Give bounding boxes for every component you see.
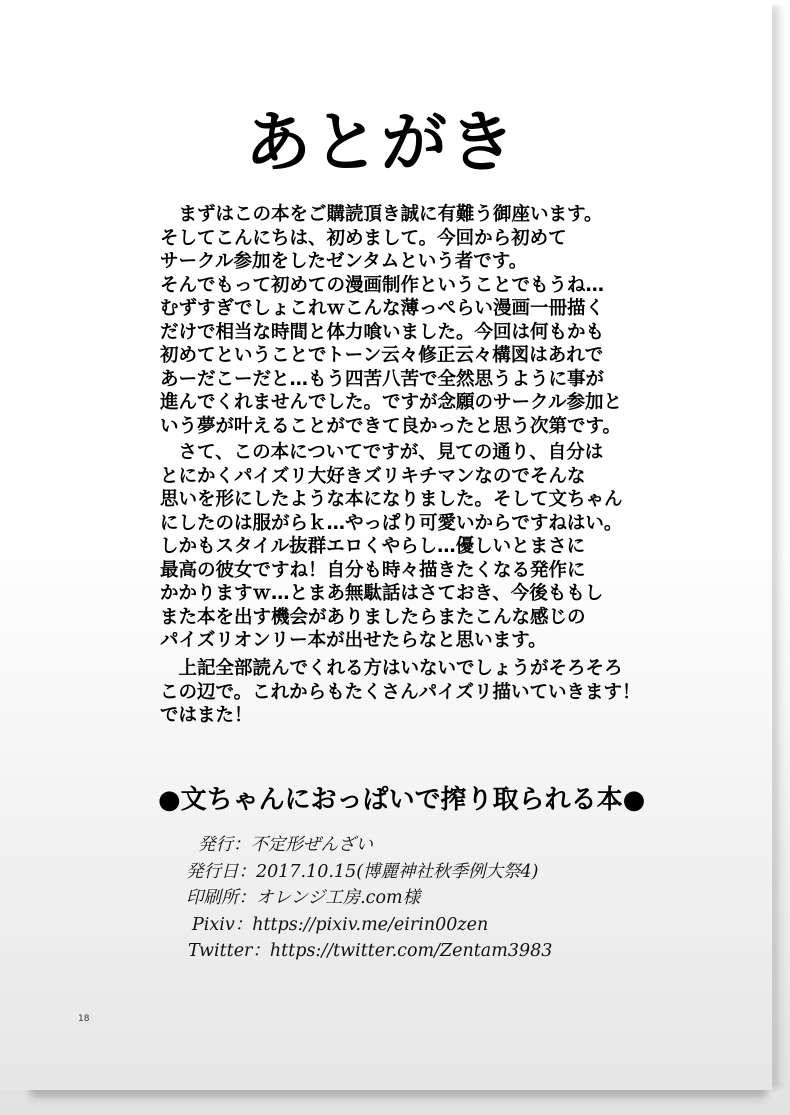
text-line: パイズリオンリー本が出せたらなと思います。 xyxy=(160,630,547,651)
text-line: サークル参加をしたゼンタムという者です。 xyxy=(160,251,528,272)
text-line: 進んでくれませんでした。ですが念願のサークル参加と xyxy=(160,392,622,413)
text-line: さて、この本についてですが、見ての通り、自分は xyxy=(160,442,604,463)
text-line: だけで相当な時間と体力喰いました。今回は何もかも xyxy=(160,321,605,343)
page-title: あとがき xyxy=(245,104,517,181)
text-line: ではまた！ xyxy=(160,705,253,726)
text-line: むずすぎでしょこれｗこんな薄っぺらい漫画一冊描く xyxy=(160,298,605,319)
text-line: 最高の彼女ですね！自分も時々描きたくなる発作に xyxy=(160,559,586,581)
paragraph-3 xyxy=(160,657,641,728)
text-line: 上記全部読んでくれる方はいないでしょうがそろそろ xyxy=(160,658,623,679)
text-line: しかもスタイル抜群エロくやらし…優しいとまさに xyxy=(160,536,586,557)
text-line: にしたのは服がらｋ…やっぱり可愛いからですねはい。 xyxy=(160,512,623,534)
colophon xyxy=(186,832,606,965)
text-line: この辺で。これからもたくさんパイズリ描いていきます！ xyxy=(160,681,641,703)
text-line: あーだこーだと…もう四苦八苦で全然思うように事が xyxy=(160,368,605,390)
text-line: かかりますｗ…とまあ無駄話はさておき、今後ももし xyxy=(160,583,604,604)
paragraph-1 xyxy=(160,203,620,438)
text-line: とにかくパイズリ大好きズリキチマンなのでそんな xyxy=(160,465,586,487)
twitter-link: Twitter：https://twitter.com/Zentam3983 xyxy=(188,941,553,961)
text-line: まずはこの本をご購読頂き誠に有難う御座います。 xyxy=(160,204,603,225)
pixiv-link: Pixiv：https://pixiv.me/eirin00zen xyxy=(192,914,489,935)
printer-line: 印刷所：オレンジ工房.com様 xyxy=(186,888,421,908)
text-line: いう夢が叶えることができて良かったと思う次第です。 xyxy=(160,415,622,437)
paragraph-2 xyxy=(160,441,623,653)
text-line: また本を出す機会がありましたらまたこんな感じの xyxy=(160,606,586,628)
page-number: 18 xyxy=(78,1014,90,1024)
text-line: 思いを形にしたような本になりました。そして文ちゃん xyxy=(160,489,623,510)
issue-date-line: 発行日：2017.10.15(博麗神社秋季例大祭4) xyxy=(186,861,539,882)
text-line: そしてこんにちは、初めまして。今回から初めて xyxy=(160,227,567,249)
text-line: 初めてということでトーン云々修正云々構図はあれで xyxy=(160,345,604,366)
text-line: そんでもって初めての漫画制作ということでもうね… xyxy=(160,274,605,296)
publisher-line: 発行：不定形ぜんざい xyxy=(198,835,373,855)
book-title: ●文ちゃんにおっぱいで搾り取られる本● xyxy=(158,785,646,815)
page-edge-shadow xyxy=(770,6,784,1088)
